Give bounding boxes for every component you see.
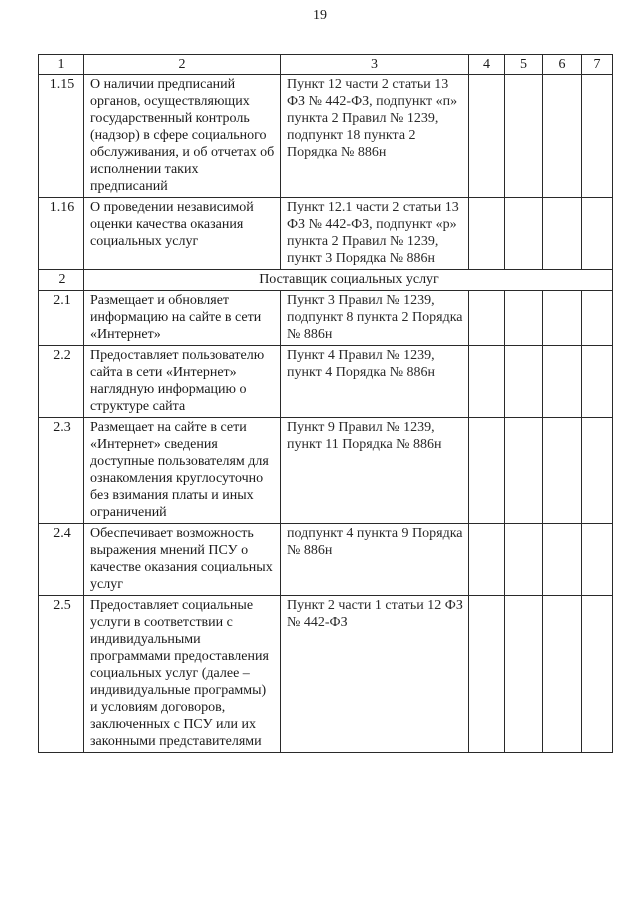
empty-cell: [505, 198, 543, 270]
empty-cell: [543, 291, 582, 346]
empty-cell: [582, 198, 613, 270]
empty-cell: [469, 524, 505, 596]
empty-cell: [582, 291, 613, 346]
item-legal-reference: Пункт 3 Правил № 1239, подпункт 8 пункта 2 Порядка № 886н: [281, 291, 469, 346]
empty-cell: [582, 75, 613, 198]
empty-cell: [505, 346, 543, 418]
empty-cell: [469, 418, 505, 524]
empty-cell: [505, 524, 543, 596]
empty-cell: [543, 75, 582, 198]
item-legal-reference: Пункт 9 Правил № 1239, пункт 11 Порядка № 886н: [281, 418, 469, 524]
empty-cell: [543, 524, 582, 596]
empty-cell: [543, 418, 582, 524]
requirements-table: [38, 54, 613, 753]
item-legal-reference: подпункт 4 пункта 9 Порядка № 886н: [281, 524, 469, 596]
column-header-4: 4: [469, 55, 505, 75]
item-legal-reference: Пункт 2 части 1 статьи 12 ФЗ № 442-ФЗ: [281, 596, 469, 753]
empty-cell: [505, 291, 543, 346]
column-header-7: 7: [582, 55, 613, 75]
header-row: [39, 55, 613, 75]
empty-cell: [505, 75, 543, 198]
table-row: [39, 418, 613, 524]
item-number: 2.3: [39, 418, 84, 524]
item-number: 2.1: [39, 291, 84, 346]
section-number: 2: [39, 270, 84, 291]
item-number: 1.15: [39, 75, 84, 198]
empty-cell: [469, 346, 505, 418]
empty-cell: [505, 596, 543, 753]
empty-cell: [582, 418, 613, 524]
table-row: [39, 596, 613, 753]
empty-cell: [469, 75, 505, 198]
column-header-5: 5: [505, 55, 543, 75]
section-title: Поставщик социальных услуг: [84, 270, 613, 291]
empty-cell: [582, 346, 613, 418]
column-header-2: 2: [84, 55, 281, 75]
column-header-1: 1: [39, 55, 84, 75]
empty-cell: [543, 596, 582, 753]
item-legal-reference: Пункт 12 части 2 статьи 13 ФЗ № 442-ФЗ, подпункт «п» пункта 2 Правил № 1239, подпункт 18 пункта 2 Порядка № 886н: [281, 75, 469, 198]
item-legal-reference: Пункт 4 Правил № 1239, пункт 4 Порядка № 886н: [281, 346, 469, 418]
item-number: 1.16: [39, 198, 84, 270]
item-description: Обеспечивает возможность выражения мнений ПСУ о качестве оказания социальных услуг: [84, 524, 281, 596]
item-description: Предоставляет пользователю сайта в сети «Интернет» наглядную информацию о структуре сайта: [84, 346, 281, 418]
empty-cell: [469, 198, 505, 270]
empty-cell: [543, 198, 582, 270]
item-number: 2.5: [39, 596, 84, 753]
item-number: 2.2: [39, 346, 84, 418]
page-number: 19: [313, 8, 327, 23]
item-description: О проведении независимой оценки качества оказания социальных услуг: [84, 198, 281, 270]
item-description: Предоставляет социальные услуги в соответствии с индивидуальными программами предоставления социальных услуг (далее – индивидуальные программы) и условиям договоров, заключенных с ПСУ или их законными представителями: [84, 596, 281, 753]
empty-cell: [469, 291, 505, 346]
column-header-6: 6: [543, 55, 582, 75]
table-row: [39, 198, 613, 270]
table-row: [39, 291, 613, 346]
empty-cell: [582, 596, 613, 753]
section-row: [39, 270, 613, 291]
item-legal-reference: Пункт 12.1 части 2 статьи 13 ФЗ № 442-ФЗ, подпункт «р» пункта 2 Правил № 1239, пункт 3 Порядка № 886н: [281, 198, 469, 270]
item-description: Размещает и обновляет информацию на сайте в сети «Интернет»: [84, 291, 281, 346]
empty-cell: [469, 596, 505, 753]
item-number: 2.4: [39, 524, 84, 596]
item-description: Размещает на сайте в сети «Интернет» сведения доступные пользователям для ознакомления круглосуточно без взимания платы и иных ограничений: [84, 418, 281, 524]
table-row: [39, 75, 613, 198]
table-row: [39, 346, 613, 418]
empty-cell: [543, 346, 582, 418]
empty-cell: [582, 524, 613, 596]
table-row: [39, 524, 613, 596]
empty-cell: [505, 418, 543, 524]
column-header-3: 3: [281, 55, 469, 75]
item-description: О наличии предписаний органов, осуществляющих государственный контроль (надзор) в сфере социального обслуживания, и об отчетах об исполнении таких предписаний: [84, 75, 281, 198]
